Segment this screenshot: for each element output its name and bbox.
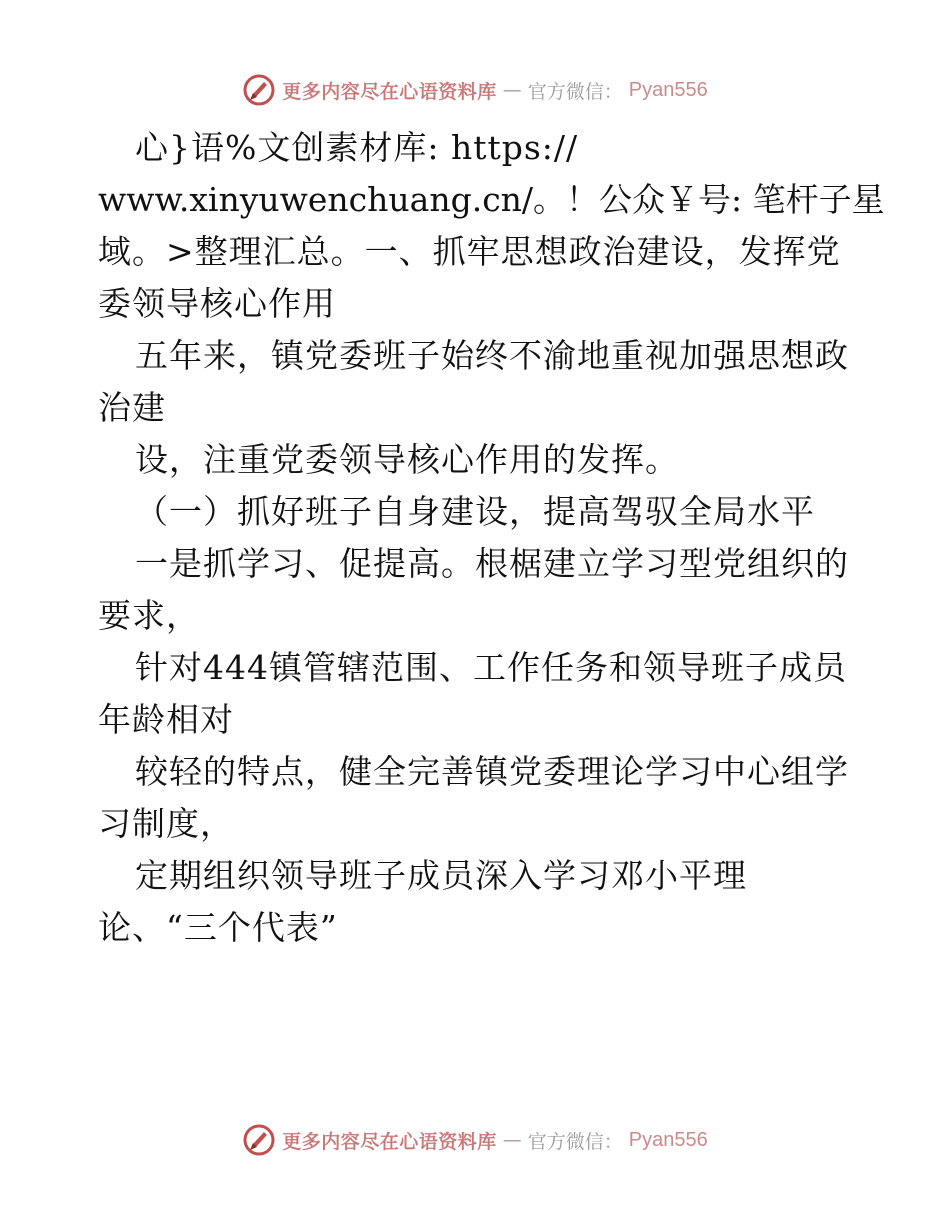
body-line: 年龄相对 — [98, 700, 234, 739]
body-line: （一）抓好班子自身建设，提高驾驭全局水平 — [135, 492, 815, 531]
body-line: 一是抓学习、促提高。根椐建立学习型党组织的 — [135, 544, 849, 583]
body-line: 针对444镇管辖范围、工作任务和领导班子成员 — [135, 648, 847, 687]
banner-wechat-label: 官方微信： — [527, 80, 623, 103]
body-line: 域。>整理汇总。一、抓牢思想政治建设，发挥党 — [98, 232, 841, 271]
pen-nib-logo-icon — [242, 1123, 276, 1157]
footer-banner — [0, 1120, 950, 1160]
document-body — [98, 122, 885, 954]
banner-wechat-label: 官方微信： — [527, 1130, 623, 1153]
banner-slogan: 更多内容尽在心语资料库 — [282, 1130, 497, 1153]
banner-wechat-id: Pyan556 — [628, 78, 708, 101]
body-line: 较轻的特点，健全完善镇党委理论学习中心组学 — [135, 752, 849, 791]
banner-separator: — — [502, 1129, 522, 1151]
body-line: 定期组织领导班子成员深入学习邓小平理 — [135, 856, 747, 895]
banner-wechat-id: Pyan556 — [628, 1128, 708, 1151]
body-line: 论、“三个代表” — [98, 908, 338, 947]
body-line: 心}语%文创素材库: https:// — [135, 128, 579, 167]
pen-nib-logo-icon — [242, 73, 276, 107]
body-line: 设，注重党委领导核心作用的发挥。 — [135, 440, 679, 479]
body-line: 习制度， — [98, 804, 234, 843]
banner-slogan: 更多内容尽在心语资料库 — [282, 80, 497, 103]
banner-separator: — — [502, 79, 522, 101]
body-line: 要求， — [98, 596, 200, 635]
body-line: 五年来，镇党委班子始终不渝地重视加强思想政 — [135, 336, 849, 375]
body-line: 治建 — [98, 388, 166, 427]
body-line: 委领导核心作用 — [98, 284, 336, 323]
body-line: www.xinyuwenchuang.cn/。！公众￥号: 笔杆子星 — [98, 180, 885, 219]
header-banner — [0, 70, 950, 110]
